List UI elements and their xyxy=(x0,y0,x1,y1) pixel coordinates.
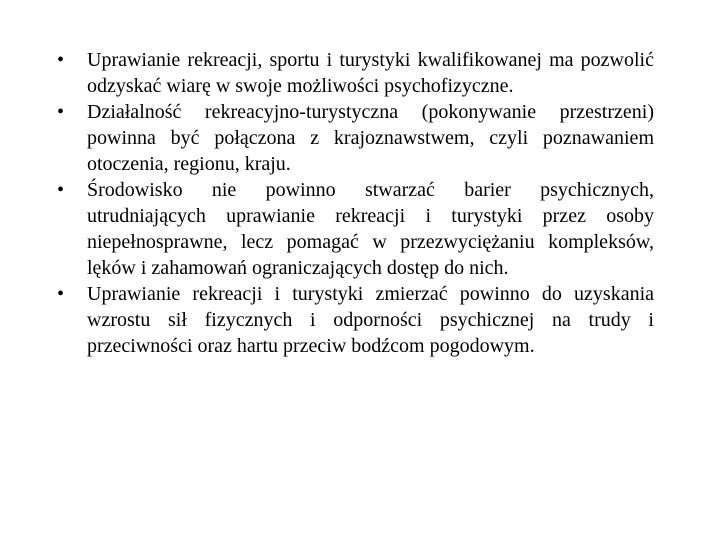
bullet-item-1 xyxy=(57,47,654,99)
bullet-list xyxy=(57,47,654,359)
bullet-text-3: Środowisko nie powinno stwarzać barier psychicznych, utrudniających uprawianie rekreacji i turystyki przez osoby niepełnosprawne, lecz pomagać w przezwyciężaniu kompleksów, lęków i zahamowań ograniczających dostęp do nich. xyxy=(87,179,654,279)
bullet-item-2 xyxy=(57,99,654,177)
bullet-icon: • xyxy=(57,101,65,123)
bullet-text-1: Uprawianie rekreacji, sportu i turystyki kwalifikowanej ma pozwolić odzyskać wiarę w swoje możliwości psychofizyczne. xyxy=(87,49,654,97)
bullet-icon: • xyxy=(57,179,65,201)
bullet-text-4: Uprawianie rekreacji i turystyki zmierzać powinno do uzyskania wzrostu sił fizycznych i odporności psychicznej na trudy i przeciwności oraz hartu przeciw bodźcom pogodowym. xyxy=(87,283,654,357)
bullet-text-2: Działalność rekreacyjno-turystyczna (pokonywanie przestrzeni) powinna być połączona z krajoznawstwem, czyli poznawaniem otoczenia, regionu, kraju. xyxy=(87,101,654,175)
bullet-item-3 xyxy=(57,177,654,281)
bullet-icon: • xyxy=(57,49,65,71)
bullet-icon: • xyxy=(57,283,65,305)
bullet-item-4 xyxy=(57,281,654,359)
